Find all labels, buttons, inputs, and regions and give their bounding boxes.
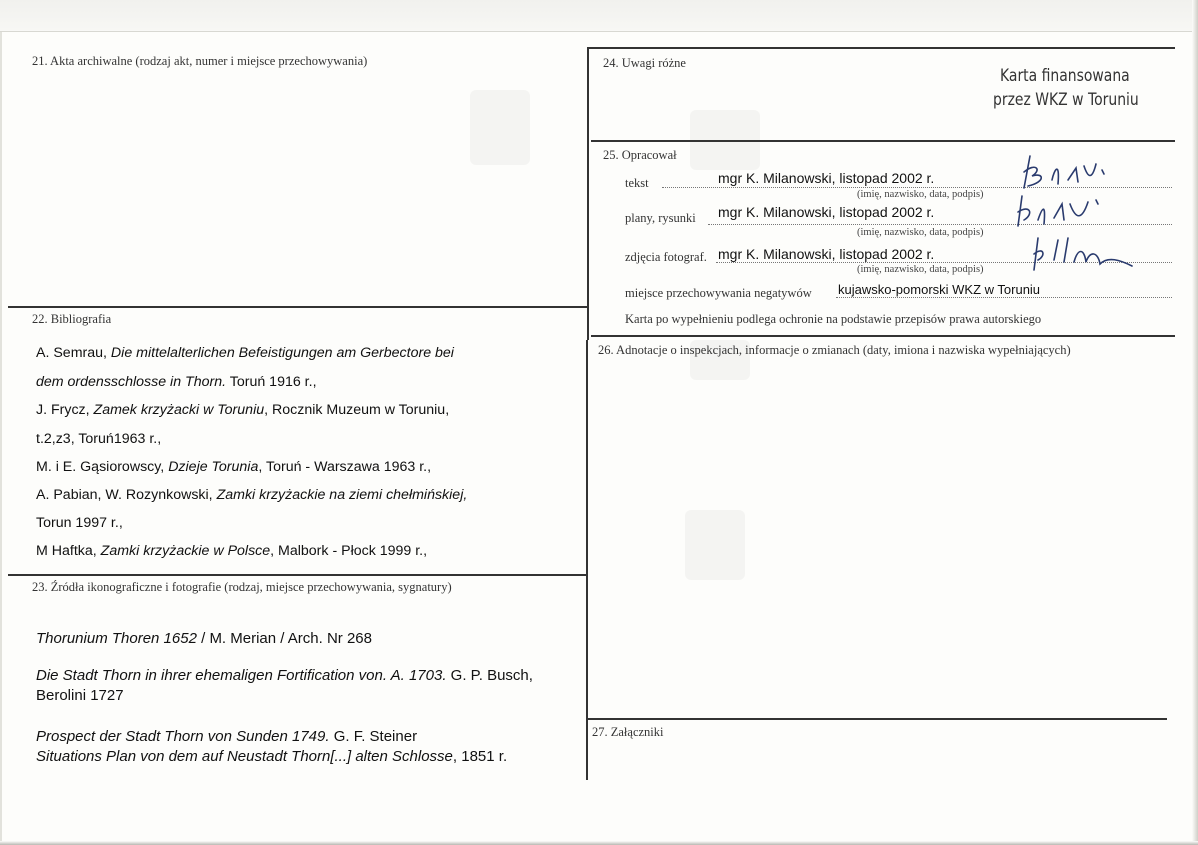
rule-23-top [8, 574, 587, 576]
negatywy-label: miejsce przechowywania negatywów [625, 286, 812, 300]
bibliography-entry: A. Pabian, W. Rozynkowski, Zamki krzyżackie na ziemi chełmińskiej, [36, 487, 468, 503]
plany-label: plany, rysunki [625, 211, 696, 225]
plany-value: mgr K. Milanowski, listopad 2002 r. [718, 204, 935, 220]
paper-edge-left [0, 32, 2, 845]
bibliography-entry: A. Semrau, Die mittelalterlichen Befeistigungen am Gerbectore bei [36, 345, 454, 361]
iconographic-entry: Thorunium Thoren 1652 / M. Merian / Arch. Nr 268 [36, 630, 372, 647]
zdjecia-value: mgr K. Milanowski, listopad 2002 r. [718, 246, 935, 262]
iconographic-entry: Prospect der Stadt Thorn von Sunden 1749. G. F. Steiner [36, 728, 418, 745]
signature-plany [1012, 190, 1107, 232]
section-25-label: 25. Opracował [603, 148, 677, 162]
tekst-value: mgr K. Milanowski, listopad 2002 r. [718, 170, 935, 186]
divider-vertical-bottom [586, 340, 588, 780]
iconographic-entry: Situations Plan von dem auf Neustadt Thorn[...] alten Schlosse, 1851 r. [36, 748, 508, 765]
tekst-hint: (imię, nazwisko, data, podpis) [857, 189, 984, 200]
bibliography-entry: Torun 1997 r., [36, 515, 123, 531]
bibliography-entry: dem ordensschlosse in Thorn. Toruń 1916 r., [36, 374, 317, 390]
section-26-label: 26. Adnotacje o inspekcjach, informacje o zmianach (daty, imiona i nazwiska wypełniających) [598, 343, 1071, 357]
bibliography-entry: t.2,z3, Toruń1963 r., [36, 431, 162, 447]
section-21-label: 21. Akta archiwalne (rodzaj akt, numer i miejsce przechowywania) [32, 54, 368, 68]
zdjecia-label: zdjęcia fotograf. [625, 250, 707, 264]
iconographic-entry: Berolini 1727 [36, 687, 124, 704]
funding-stamp-line1: Karta finansowana [1000, 66, 1130, 86]
divider-vertical-top [587, 48, 589, 340]
section-22-label: 22. Bibliografia [32, 312, 112, 326]
paper-edge-bottom [0, 841, 1198, 845]
paper-edge-top [0, 31, 1198, 32]
signature-zdjecia [1028, 230, 1138, 275]
iconographic-entry: Die Stadt Thorn in ihrer ehemaligen Fortification von. A. 1703. G. P. Busch, [36, 667, 533, 684]
paper-edge-right [1192, 0, 1198, 845]
bibliography-entry: M. i E. Gąsiorowscy, Dzieje Torunia, Toruń - Warszawa 1963 r., [36, 459, 432, 475]
rule-27-top [587, 718, 1167, 720]
bibliography-entry: M Haftka, Zamki krzyżackie w Polsce, Malbork - Płock 1999 r., [36, 543, 428, 559]
bibliography-entry: J. Frycz, Zamek krzyżacki w Toruniu, Rocznik Muzeum w Toruniu, [36, 402, 450, 418]
rule-24-top [587, 47, 1175, 49]
funding-stamp-line2: przez WKZ w Toruniu [993, 90, 1139, 110]
section-24-label: 24. Uwagi różne [603, 56, 686, 70]
plany-hint: (imię, nazwisko, data, podpis) [857, 227, 984, 238]
scan-smudge [685, 510, 745, 580]
negatywy-line [836, 297, 1172, 298]
copyright-note: Karta po wypełnieniu podlega ochronie na podstawie przepisów prawa autorskiego [625, 312, 1042, 326]
negatywy-value: kujawsko-pomorski WKZ w Toruniu [838, 282, 1041, 297]
zdjecia-hint: (imię, nazwisko, data, podpis) [857, 264, 984, 275]
rule-26-top [591, 335, 1175, 337]
signature-tekst [1018, 150, 1113, 195]
rule-25-top [591, 140, 1175, 142]
section-27-label: 27. Załączniki [592, 725, 664, 739]
section-23-label: 23. Źródła ikonograficzne i fotografie (rodzaj, miejsce przechowywania, sygnatury) [32, 580, 452, 594]
rule-22-top [8, 306, 587, 308]
scan-smudge [470, 90, 530, 165]
tekst-label: tekst [625, 176, 649, 190]
